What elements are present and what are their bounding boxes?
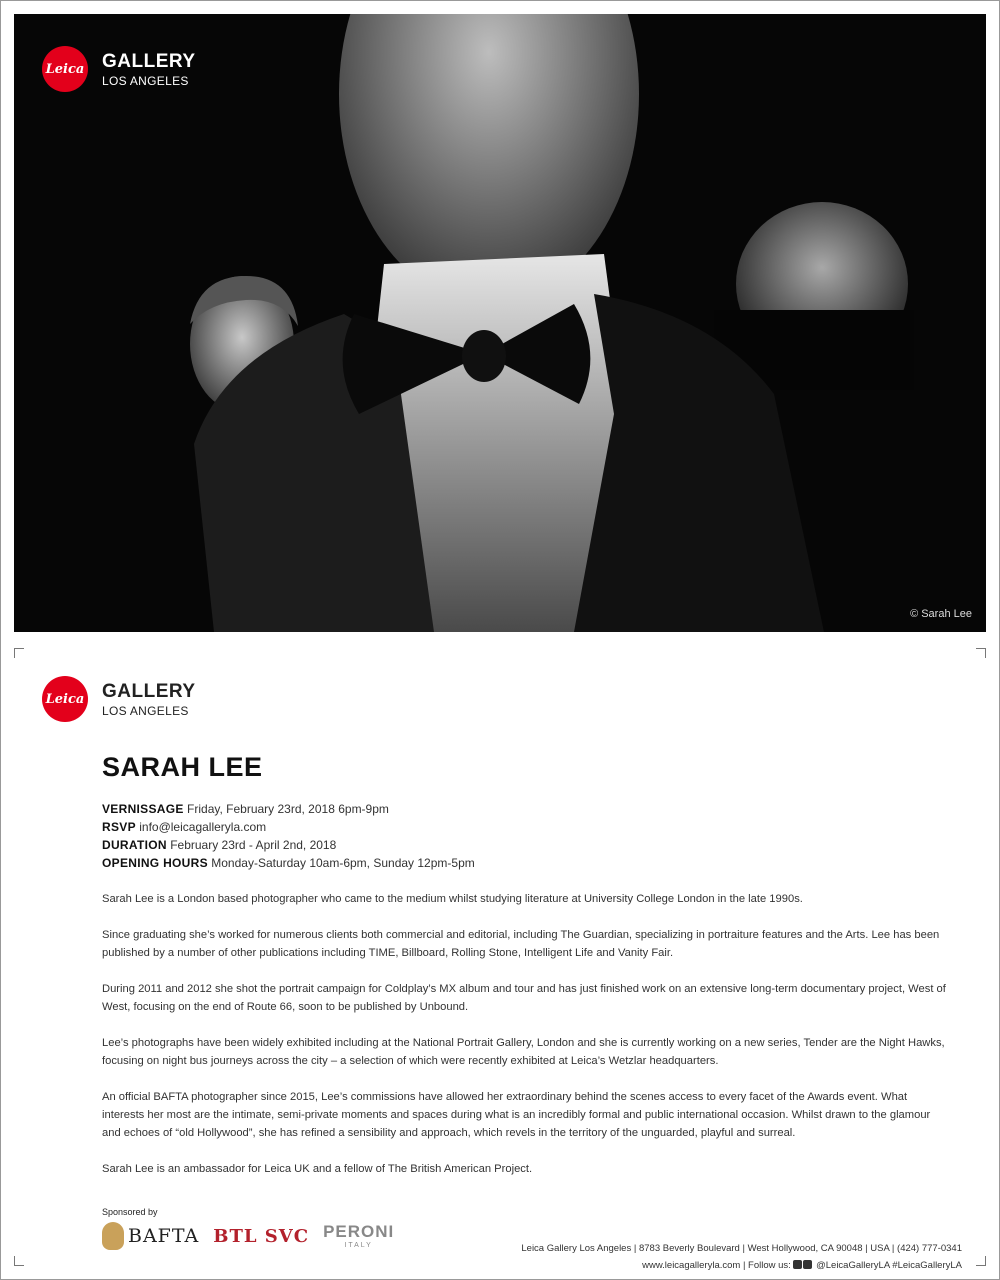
body-logo <box>42 676 196 722</box>
peroni-logo: PERONI ITALY <box>323 1222 395 1249</box>
gallery-location: LOS ANGELES <box>102 703 189 718</box>
rsvp-email[interactable]: info@leicagalleryla.com <box>139 820 267 834</box>
leica-logo-badge: Leica <box>42 676 88 722</box>
exhibition-details <box>102 800 475 872</box>
sponsor-label: Sponsored by <box>102 1207 158 1217</box>
bio-paragraph: Sarah Lee is an ambassador for Leica UK and a fellow of The British American Project. <box>102 1163 533 1175</box>
bio-paragraph: During 2011 and 2012 she shot the portrait campaign for Coldplay’s MX album and tour and has just finished work on an extensive long-term documentary project, West of West, focusing on the end of Route 66, soon to be published by Unbound. <box>102 983 946 1013</box>
bio-paragraph: Lee’s photographs have been widely exhibited including at the National Portrait Gallery, London and she is currently working on a new series, Tender are the Night Hawks, focusing on night bus journeys across the city – a selection of which were recently exhibited at Leica’s Wetzlar headquarters. <box>102 1037 945 1067</box>
artist-name: SARAH LEE <box>102 752 263 782</box>
hero-photo-illustration <box>14 14 986 632</box>
bafta-logo: BAFTA <box>102 1222 199 1250</box>
hero-photo <box>14 14 986 632</box>
bio-paragraph: Sarah Lee is a London based photographer who came to the medium whilst studying literature at University College London in the late 1990s. <box>102 893 803 905</box>
detail-rsvp: RSVP info@leicagalleryla.com <box>102 820 267 834</box>
gallery-name: GALLERY <box>102 50 196 72</box>
detail-vernissage: VERNISSAGE Friday, February 23rd, 2018 6pm-9pm <box>102 802 389 816</box>
website-link[interactable]: www.leicagalleryla.com | Follow us: <box>642 1260 791 1271</box>
social-handles: @LeicaGalleryLA #LeicaGalleryLA <box>816 1260 962 1271</box>
crop-mark-top-left <box>14 648 24 658</box>
hero-logo <box>42 46 196 92</box>
detail-duration: DURATION February 23rd - April 2nd, 2018 <box>102 838 337 852</box>
facebook-icon[interactable] <box>803 1260 812 1269</box>
footer-address: Leica Gallery Los Angeles | 8783 Beverly Boulevard | West Hollywood, CA 90048 | USA | (424) 777-0341 <box>521 1243 962 1254</box>
crop-mark-bottom-left <box>14 1256 24 1266</box>
bafta-mask-icon <box>102 1222 124 1250</box>
leica-logo-badge: Leica <box>42 46 88 92</box>
btl-svc-logo: BTL SVC <box>213 1225 310 1247</box>
crop-mark-bottom-right <box>976 1256 986 1266</box>
crop-mark-top-right <box>976 648 986 658</box>
sponsor-logos <box>102 1222 394 1250</box>
bio-paragraph: Since graduating she’s worked for numerous clients both commercial and editorial, including The Guardian, specializing in portraiture features and the Arts. Lee has been published by a number of other publications including TIME, Billboard, Rolling Stone, Intelligent Life and Vanity Fair. <box>102 929 940 959</box>
gallery-name: GALLERY <box>102 680 196 702</box>
detail-opening-hours: OPENING HOURS Monday-Saturday 10am-6pm, Sunday 12pm-5pm <box>102 856 475 870</box>
instagram-icon[interactable] <box>793 1260 802 1269</box>
gallery-location: LOS ANGELES <box>102 73 189 88</box>
footer-contact <box>521 1240 962 1274</box>
bio-paragraph: An official BAFTA photographer since 2015, Lee’s commissions have allowed her extraordinary behind the scenes access to every facet of the Awards event. What interests her most are the intimate, semi-private moments and spaces during what is an incredibly formal and public international occasion. Whilst drawn to the glamour and echoes of “old Hollywood”, she has refined a sensibility and approach, which revels in the territory of the unguarded, playful and surreal. <box>102 1091 931 1139</box>
footer-web <box>521 1257 962 1274</box>
photo-credit: © Sarah Lee <box>910 608 972 620</box>
artist-bio <box>102 890 950 1196</box>
